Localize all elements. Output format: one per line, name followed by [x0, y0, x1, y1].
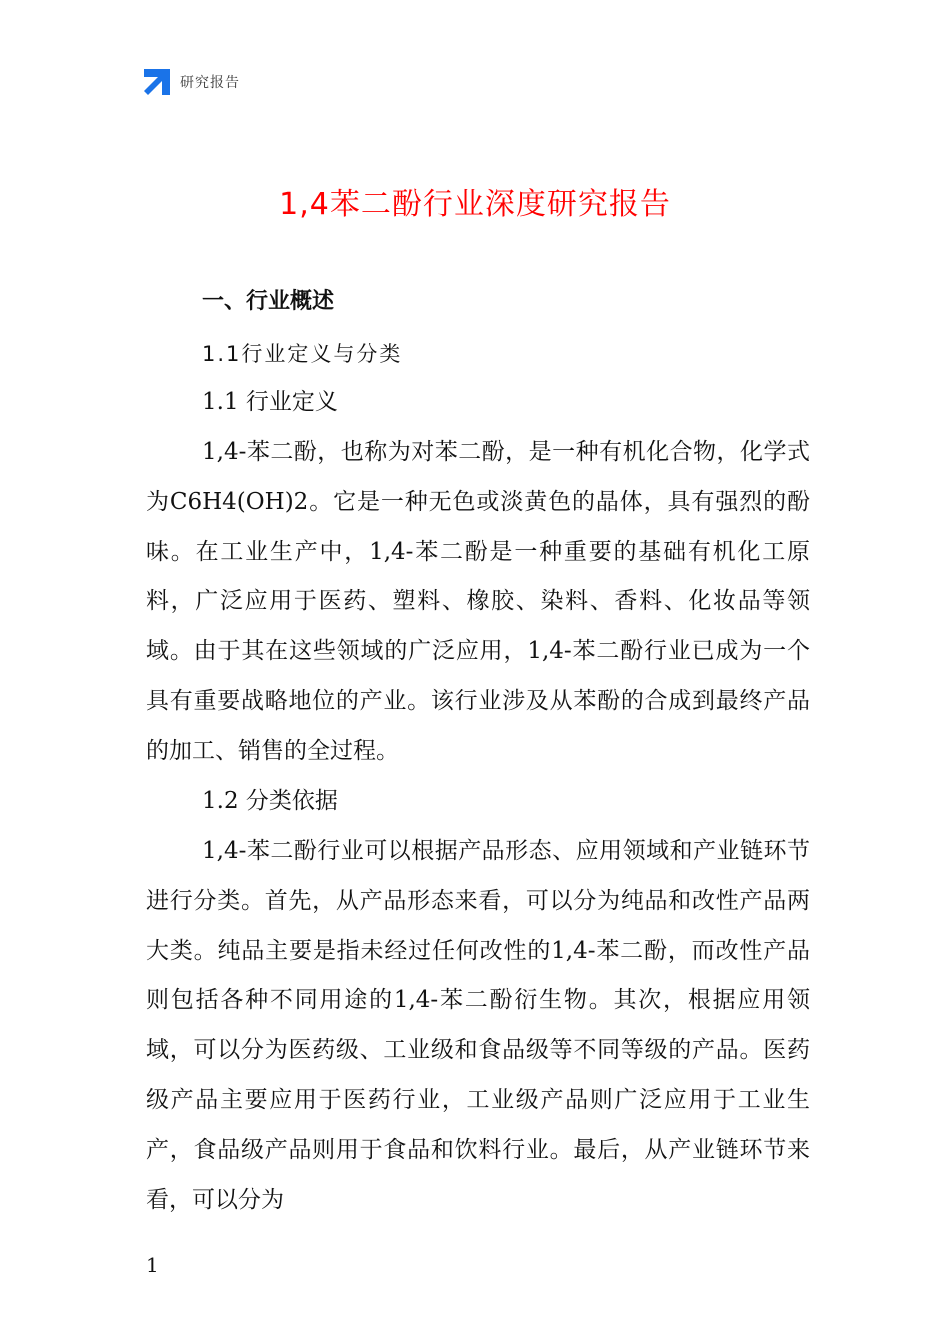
- header-label: 研究报告: [180, 75, 240, 91]
- page-number: 1: [146, 1253, 159, 1277]
- definition-heading: 1.1 行业定义: [202, 389, 338, 415]
- section-heading: 一、行业概述: [202, 289, 335, 314]
- section-subheading: 1.1行业定义与分类: [202, 342, 403, 366]
- arrow-up-right-icon: [144, 69, 170, 95]
- document-title: 1,4苯二酚行业深度研究报告: [279, 187, 671, 222]
- classification-heading: 1.2 分类依据: [202, 788, 338, 814]
- classification-paragraph: 1,4-苯二酚行业可以根据产品形态、应用领域和产业链环节进行分类。首先，从产品形态来看，可以分为纯品和改性产品两大类。纯品主要是指未经过任何改性的1,4-苯二酚，而改性产品则包括各种不同用途的1,4-苯二酚衍生物。其次，根据应用领域，可以分为医药级、工业级和食品级等不同等级的产品。医药级产品主要应用于医药行业，工业级产品则广泛应用于工业生产，食品级产品则用于食品和饮料行业。最后，从产业链环节来看，可以分为: [146, 838, 810, 1213]
- report-header: [144, 68, 240, 96]
- definition-paragraph: 1,4-苯二酚，也称为对苯二酚，是一种有机化合物，化学式为C6H4(OH)2。它是一种无色或淡黄色的晶体，具有强烈的酚味。在工业生产中，1,4-苯二酚是一种重要的基础有机化工原料，广泛应用于医药、塑料、橡胶、染料、香料、化妆品等领域。由于其在这些领域的广泛应用，1,4-苯二酚行业已成为一个具有重要战略地位的产业。该行业涉及从苯酚的合成到最终产品的加工、销售的全过程。: [146, 439, 810, 764]
